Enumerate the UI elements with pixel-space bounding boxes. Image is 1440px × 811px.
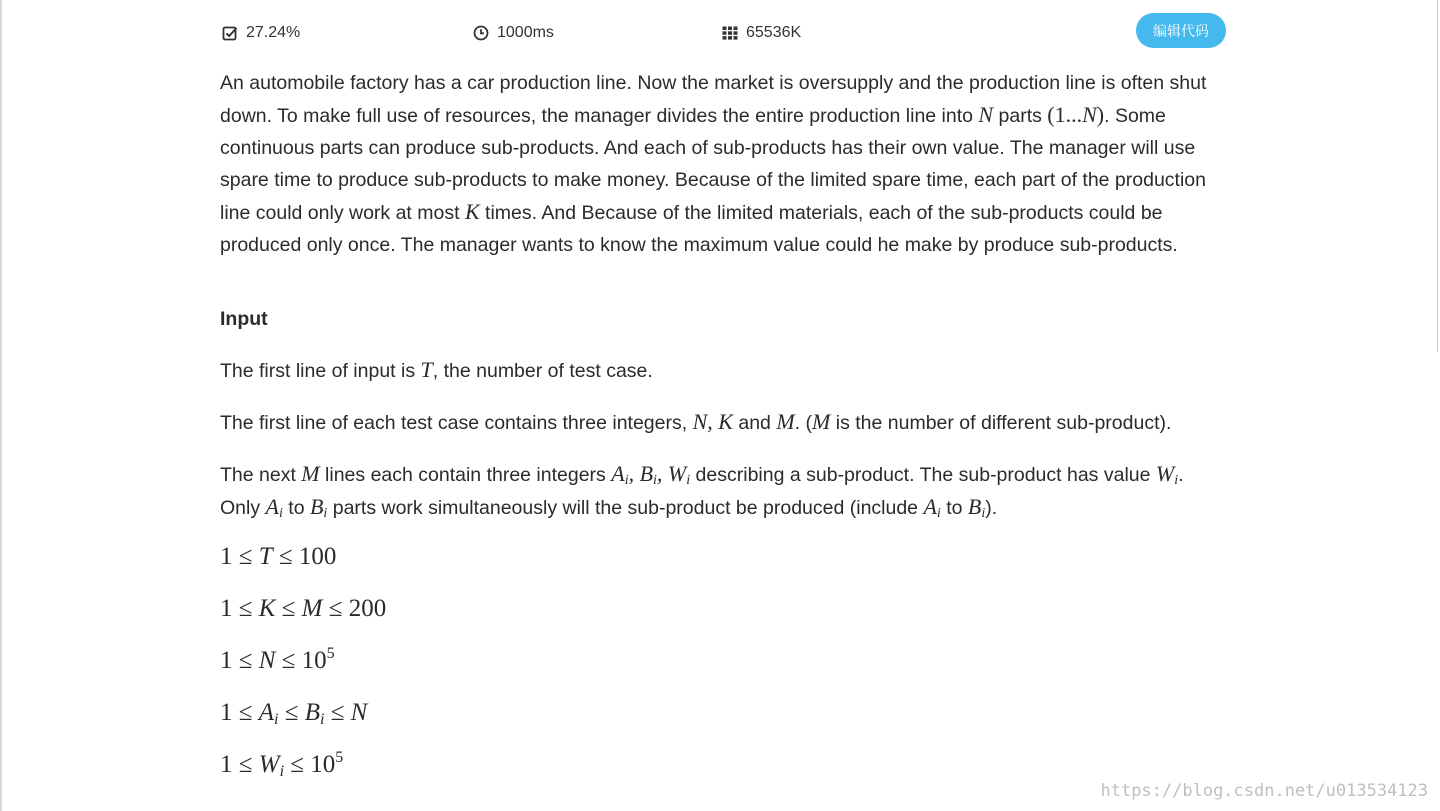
time-limit-value: 1000ms bbox=[497, 24, 554, 41]
memory-limit-value: 65536K bbox=[746, 24, 802, 41]
math-var-k: K bbox=[464, 199, 480, 224]
math-var-n: N bbox=[978, 102, 994, 127]
problem-content bbox=[220, 0, 1226, 780]
accept-ratio-value: 27.24% bbox=[246, 24, 301, 41]
problem-stats bbox=[220, 0, 1226, 66]
constraint-a-b: $1 \le A_i \le B_i \le N$ bbox=[220, 699, 368, 728]
constraint-w: $1 \le W_i \le 10^5$ bbox=[220, 749, 344, 780]
memory-limit bbox=[722, 24, 801, 42]
edit-code-button[interactable]: 编辑代码 bbox=[1136, 13, 1226, 48]
grid-icon bbox=[722, 25, 738, 41]
watermark: https://blog.csdn.net/u013534123 bbox=[1100, 781, 1428, 801]
input-line-2: The first line of each test case contains three integers, N, K and M. (M is the number of different sub-product). bbox=[220, 409, 1172, 434]
clock-icon bbox=[473, 25, 489, 41]
scrollbar-track[interactable] bbox=[1437, 0, 1438, 352]
constraint-t: 1 ≤ T ≤ 100 bbox=[220, 543, 337, 570]
constraint-n: $1 \le N \le 10^5$ bbox=[220, 645, 335, 674]
left-border bbox=[0, 0, 2, 811]
check-square-icon bbox=[222, 25, 238, 41]
accept-ratio bbox=[222, 24, 300, 42]
time-limit bbox=[473, 24, 554, 42]
input-line-3: The next M lines each contain three integers $A_i$, $B_i$, $W_i$ describing a sub-product. The sub-product has value $W_i$. Only $A_i$ to $B_i$ parts work simultaneously will the sub-product be produced (include $A_i$ to $B_i$). bbox=[220, 461, 1184, 521]
constraint-k-m: 1 ≤ K ≤ M ≤ 200 bbox=[220, 595, 387, 622]
input-heading: Input bbox=[220, 308, 268, 330]
problem-description: An automobile factory has a car production line. Now the market is oversupply and the production line is often shut down. To make full use of resources, the manager divides the entire production line into N parts (1...N). Some continuous parts can produce sub-products. And each of sub-products has their own value. The manager will use spare time to produce sub-products to make money. Because of the limited spare time, each part of the production line could only work at most K times. And Because of the limited materials, each of the sub-products could be produced only once. The manager wants to know the maximum value could he make by produce sub-products. bbox=[220, 72, 1207, 256]
input-line-1: The first line of input is T, the number of test case. bbox=[220, 357, 653, 382]
